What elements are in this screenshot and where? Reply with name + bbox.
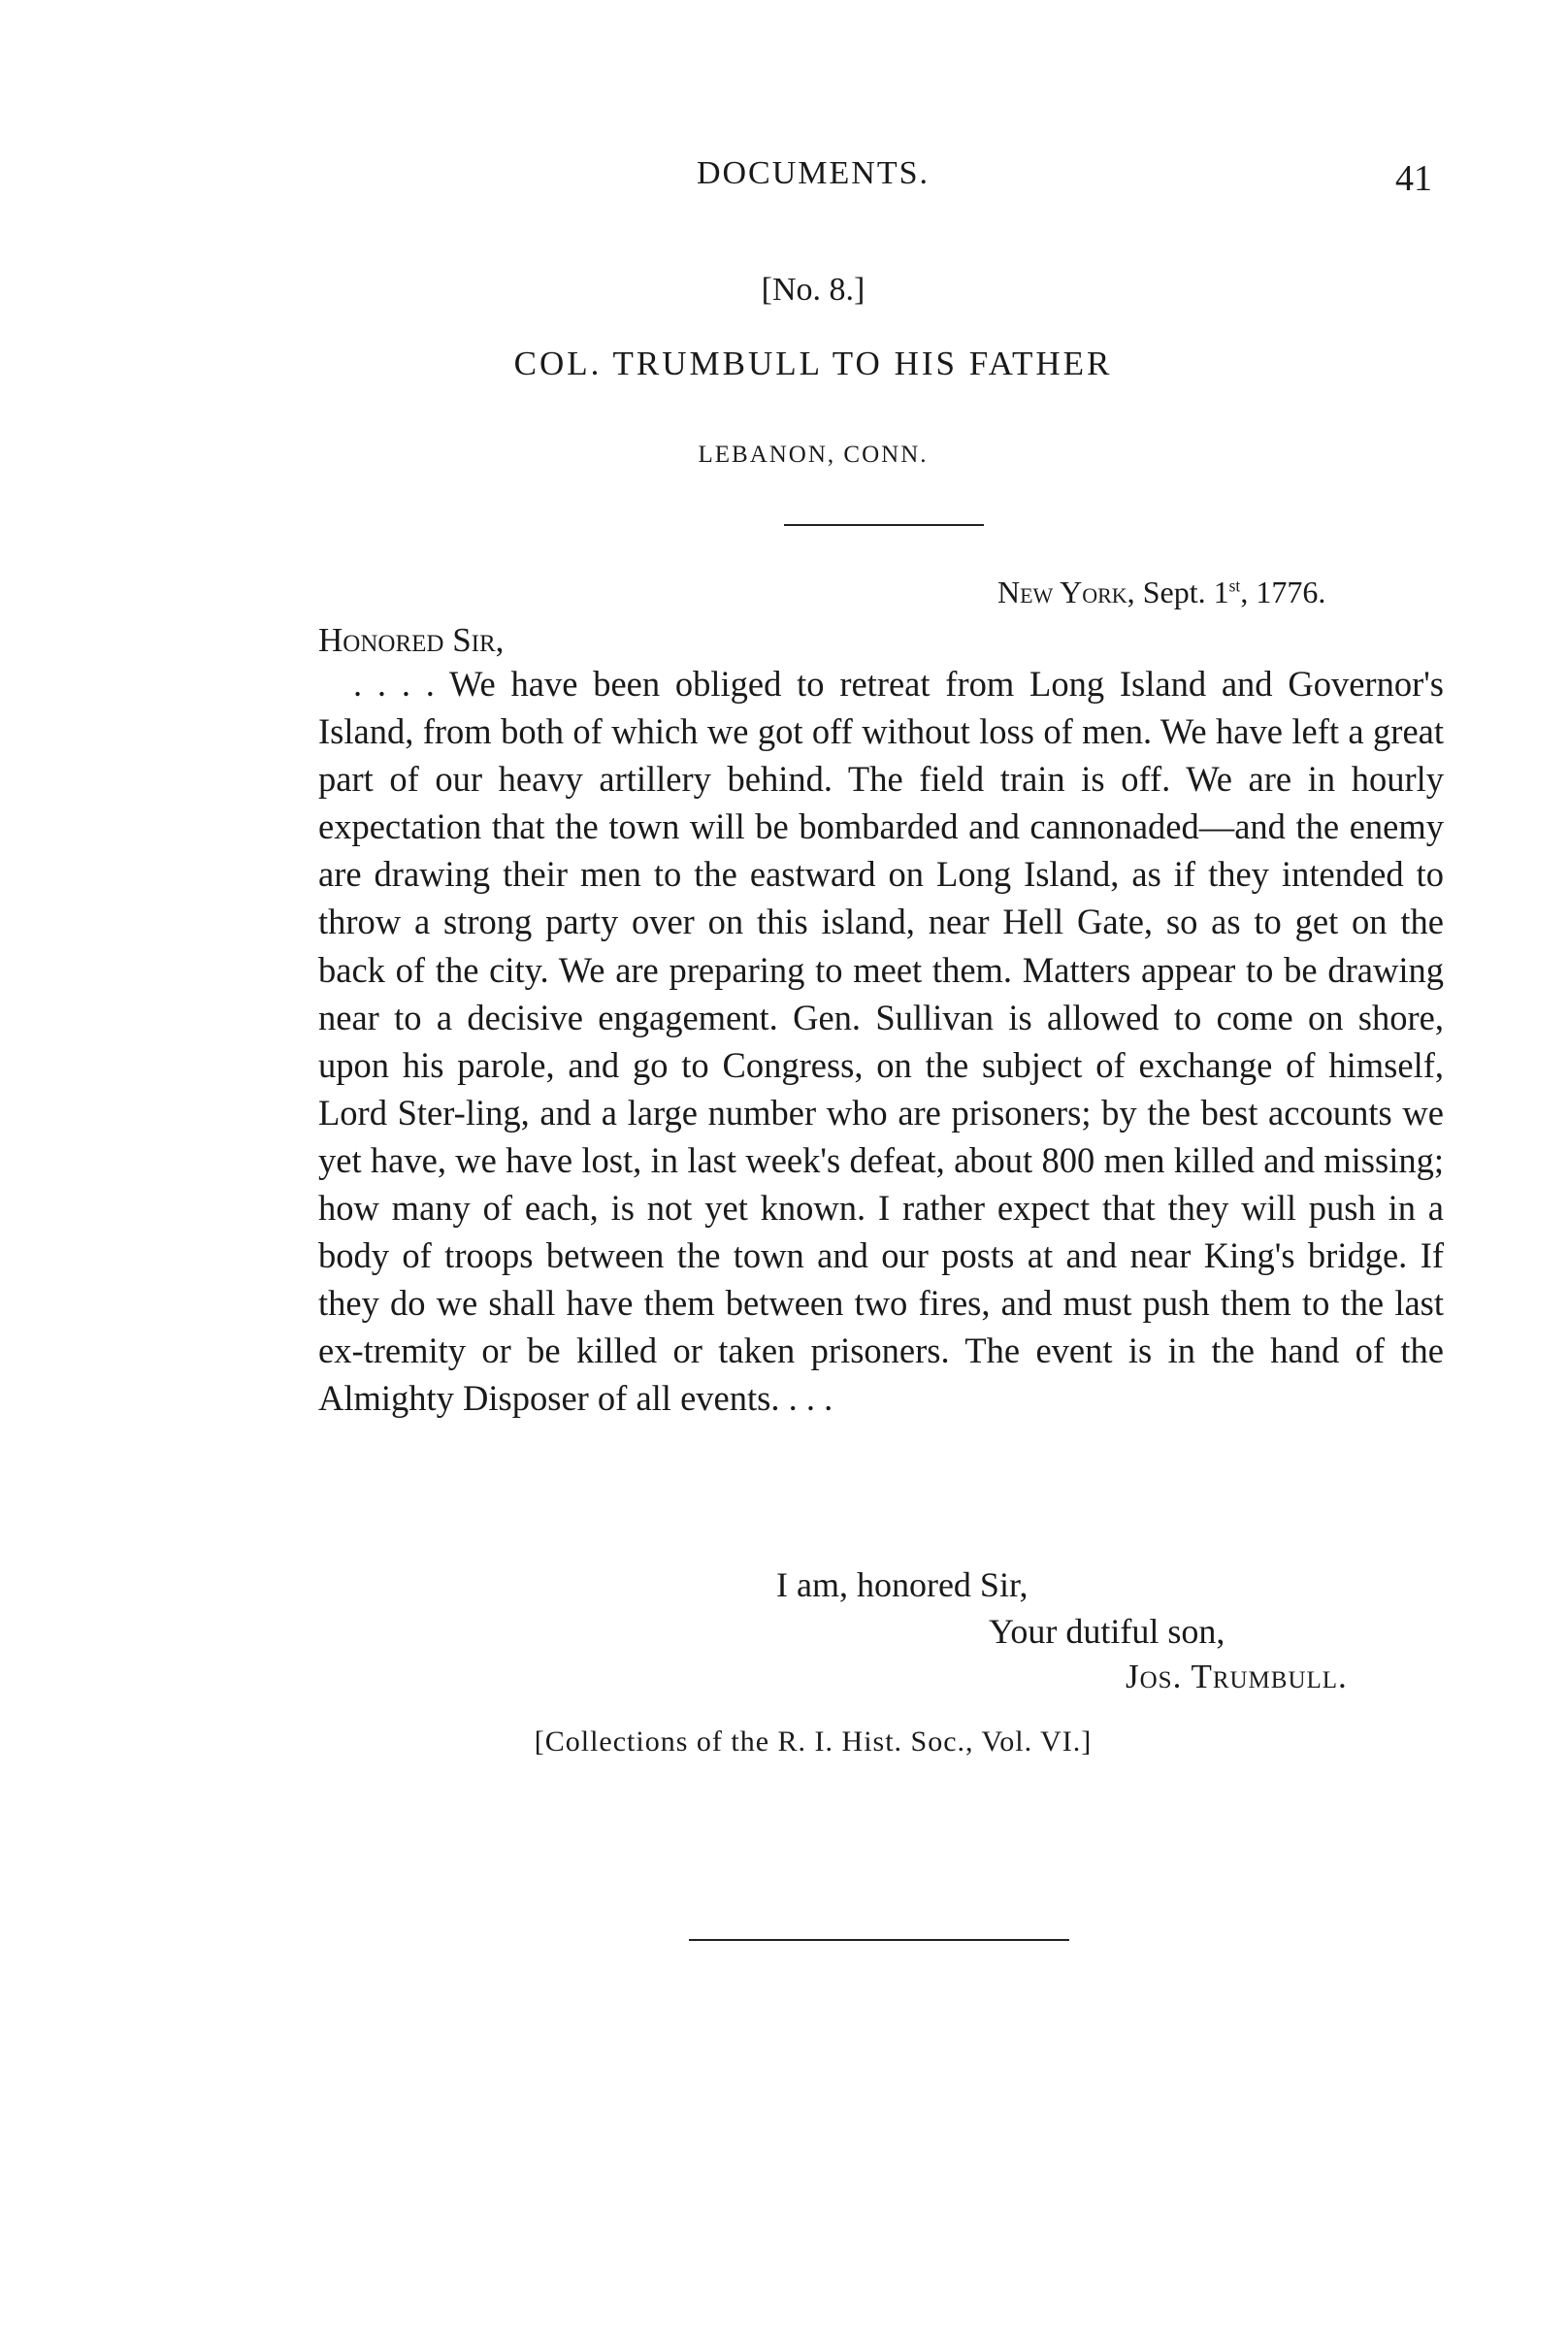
letter-body: . . . . We have been obliged to retreat from Long Island and Governor's Island, from both of which we got off without loss of men. We have left a great part of our heavy artillery behind. The field train is off. We are in hourly expectation that the town will be bombarded and cannonaded—and the enemy are drawing their men to the eastward on Long Island, as if they intended to throw a strong party over on this island, near Hell Gate, so as to get on the back of the city. We are preparing to meet them. Matters appear to be drawing near to a decisive engagement. Gen. Sullivan is allowed to come on shore, upon his parole, and go to Congress, on the subject of exchange of himself, Lord Ster-ling, and a large number who are prisoners; by the best accounts we yet have, we have lost, in last week's defeat, about 800 men killed and missing; how many of each, is not yet known. I rather expect that they will push in a body of troops between the town and our posts at and near King's bridge. If they do we shall have them between two fires, and must push them to the last ex-tremity or be killed or taken prisoners. The event is in the hand of the Almighty Disposer of all events. . . .: [318, 664, 1444, 1419]
closing-valediction: Your dutiful son,: [989, 1612, 1225, 1651]
document-title: COL. TRUMBULL TO HIS FATHER: [513, 345, 1113, 382]
salutation: Honored Sir,: [318, 621, 505, 659]
signature: Jos. Trumbull.: [1126, 1658, 1348, 1695]
dateline-place: New York,: [997, 575, 1135, 609]
end-divider: [689, 1939, 1069, 1941]
dateline-date: Sept. 1: [1142, 575, 1229, 609]
running-head: DOCUMENTS.: [696, 155, 931, 191]
section-divider: [784, 524, 984, 526]
document-number: [No. 8.]: [761, 272, 866, 308]
closing-line: I am, honored Sir,: [776, 1565, 1029, 1604]
document-subtitle: LEBANON, CONN.: [698, 442, 929, 468]
source-citation: [Collections of the R. I. Hist. Soc., Vol. VI.]: [534, 1725, 1093, 1758]
dateline-year: , 1776.: [1240, 575, 1326, 609]
dateline: [997, 575, 1325, 610]
page-number: 41: [1395, 158, 1432, 199]
dateline-superscript: st: [1228, 575, 1241, 596]
